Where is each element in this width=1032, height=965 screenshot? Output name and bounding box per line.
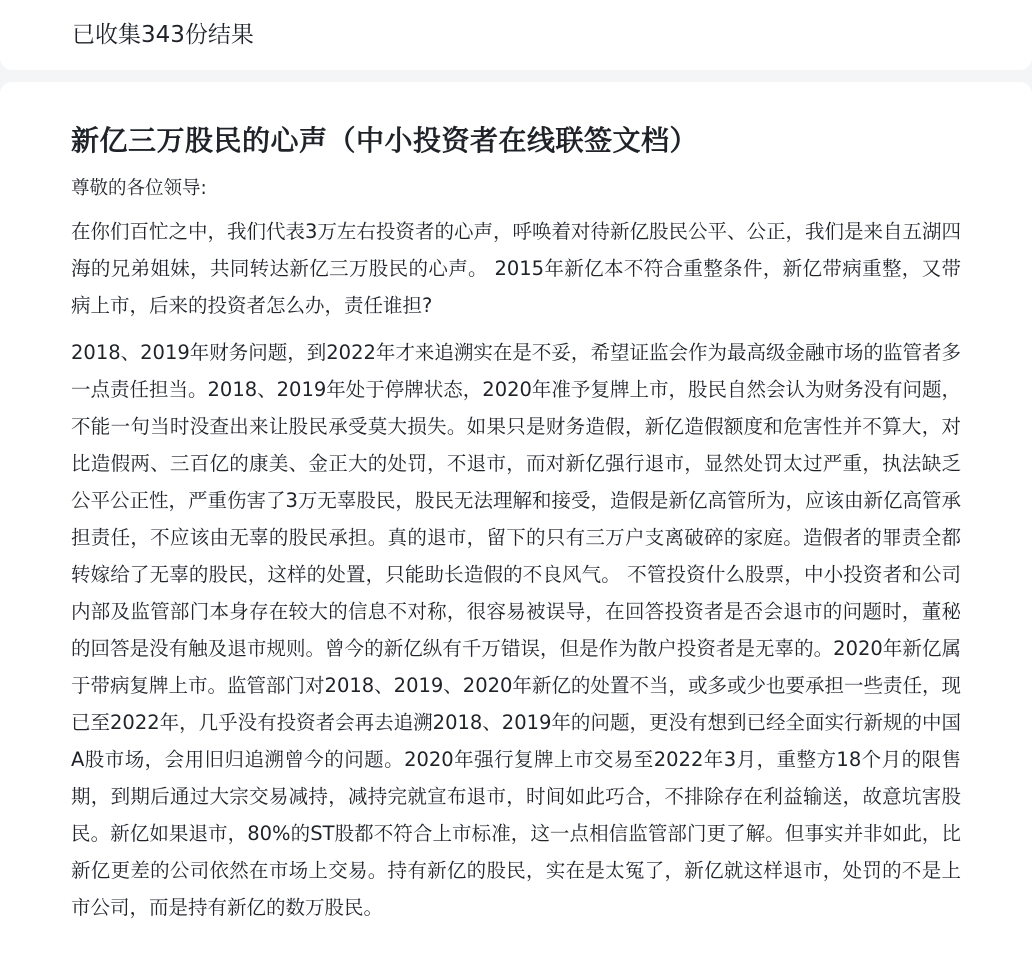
document-salutation: 尊敬的各位领导: <box>71 178 207 199</box>
document-title: 新亿三万股民的心声（中小投资者在线联签文档） <box>71 124 699 157</box>
document-content <box>71 82 961 926</box>
result-summary-card <box>0 0 1032 70</box>
document-paragraph: 2018、2019年财务问题，到2022年才来追溯实在是不妥，希望证监会作为最高级金融市场的监管者多一点责任担当。2018、2019年处于停牌状态，2020年准予复牌上市，股民自然会认为财务没有问题，不能一句当时没查出来让股民承受莫大损失。如果只是财务造假，新亿造假额度和危害性并不算大，对比造假两、三百亿的康美、金正大的处罚，不退市，而对新亿强行退市，显然处罚太过严重，执法缺乏公平公正性，严重伤害了3万无辜股民，股民无法理解和接受，造假是新亿高管所为，应该由新亿高管承担责任，不应该由无辜的股民承担。真的退市，留下的只有三万户支离破碎的家庭。造假者的罪责全都转嫁给了无辜的股民，这样的处置，只能助长造假的不良风气。 不管投资什么股票，中小投资者和公司内部及监管部门本身存在较大的信息不对称，很容易被误导，在回答投资者是否会退市的问题时，董秘的回答是没有触及退市规则。曾今的新亿纵有千万错误，但是作为散户投资者是无辜的。2020年新亿属于带病复牌上市。监管部门对2018、2019、2020年新亿的处置不当，或多或少也要承担一些责任，现已至2022年，几乎没有投资者会再去追溯2018、2019年的问题，更没有想到已经全面实行新规的中国A股市场，会用旧归追溯曾今的问题。2020年强行复牌上市交易至2022年3月，重整方18个月的限售期，到期后通过大宗交易减持，减持完就宣布退市，时间如此巧合，不排除存在利益输送，故意坑害股民。新亿如果退市，80%的ST股都不符合上市标准，这一点相信监管部门更了解。但事实并非如此，比新亿更差的公司依然在市场上交易。持有新亿的股民，实在是太冤了，新亿就这样退市，处罚的不是上市公司，而是持有新亿的数万股民。 <box>71 341 961 919</box>
document-card <box>0 82 1032 965</box>
document-paragraph: 在你们百忙之中，我们代表3万左右投资者的心声，呼唤着对待新亿股民公平、公正，我们是来自五湖四海的兄弟姐妹，共同转达新亿三万股民的心声。 2015年新亿本不符合重整条件，新亿带病重整，又带病上市，后来的投资者怎么办，责任谁担? <box>71 220 961 317</box>
result-count-text: 已收集343份结果 <box>72 22 254 48</box>
